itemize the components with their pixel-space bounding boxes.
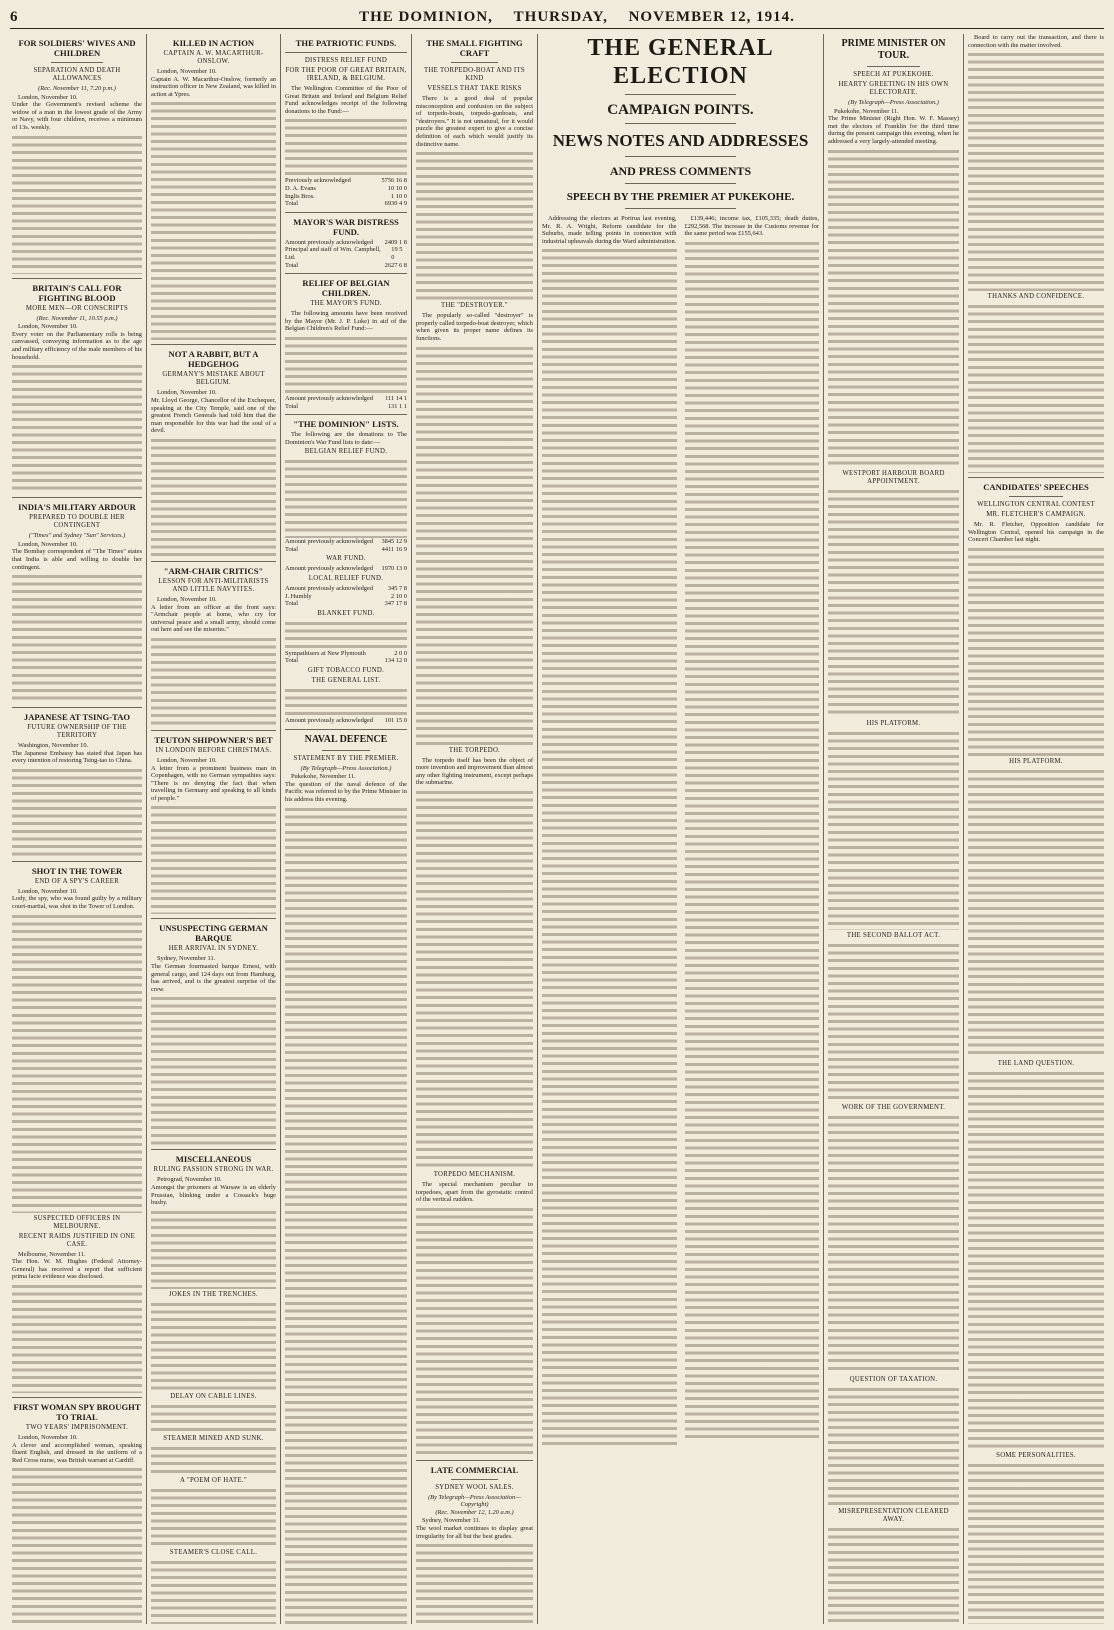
masthead: [10, 6, 1104, 29]
fund-list: [285, 177, 407, 207]
headline: RELIEF OF BELGIAN CHILDREN.: [302, 278, 390, 299]
fund-amount: 345 7 8: [387, 585, 407, 593]
fund-amount: 10 10 0: [387, 184, 407, 192]
fund-row: [285, 585, 407, 593]
fund-list: [285, 650, 407, 665]
headline: BRITAIN'S CALL FOR FIGHTING BLOOD: [32, 282, 122, 303]
fund-label: Principal and staff of Wm. Campbell, Ltd.: [285, 246, 381, 261]
fund-label: Total: [285, 545, 299, 553]
headline: "ARM-CHAIR CRITICS": [163, 565, 264, 576]
fund-row: [285, 193, 407, 201]
center-spread: THE GENERAL ELECTION CAMPAIGN POINTS. NEWS NOTES AND ADDRESSES AND PRESS COMMENTS SPEECH BY THE PREMIER AT PUKEKOHE. Addressing the electors at Porirua last evening, Mr. R. A. Wright, Reform candidate for the Suburbs, made telling points in connection with industrial upheavals during the Ward administration. £139,446; income tax, £105,335; death duties, £292,568. The increase in the Customs revenue for the same period was £155,643.: [542, 34, 819, 1624]
headline: FIRST WOMAN SPY BROUGHT TO TRIAL: [13, 1402, 141, 1423]
fund-label: Total: [285, 402, 299, 410]
fund-amount: 101 15 0: [384, 717, 407, 725]
fund-list: [285, 717, 407, 725]
fund-label: J. Humbly: [285, 592, 312, 600]
fund-row: [285, 717, 407, 725]
headline: "THE DOMINION" LISTS.: [293, 419, 399, 430]
headline: JAPANESE AT TSING-TAO: [23, 712, 131, 723]
column-rule: [963, 34, 964, 1624]
headline: THE SMALL FIGHTING CRAFT: [426, 38, 523, 58]
column-rule: [146, 34, 147, 1624]
fund-label: Amount previously acknowledged: [285, 538, 374, 546]
column-8: Board to carry out the transaction, and there is connection with the matter involved. THANKS AND CONFIDENCE. CANDIDATES' SPEECHES WELLINGTON CENTRAL CONTEST MR. FLETCHER'S CAMPAIGN. Mr. R. Fletcher, Opposition candidate for Wellington Central, opened his campaign in the Concert Chamber last night. HIS PLATFORM. THE LAND QUESTION. SOME PERSONALITIES.: [968, 34, 1104, 1624]
fund-list: [285, 585, 407, 608]
headline: FOR SOLDIERS' WIVES AND CHILDREN: [18, 38, 136, 58]
fund-amount: 2 0 0: [394, 649, 407, 657]
fund-label: Total: [285, 657, 299, 665]
fund-amount: 111 14 1: [385, 394, 407, 402]
column-2: KILLED IN ACTION CAPTAIN A. W. MACARTHUR-ONSLOW. London, November 10. Captain A. W. Macarthur-Onslow, formerly an instruction officer in New Zealand, was killed in action at Ypres. NOT A RABBIT, BUT A HEDGEHOG GERMANY'S MISTAKE ABOUT BELGIUM. London, November 10. Mr. Lloyd George, Chancellor of the Exchequer, speaking at the City Temple, said one of the greatest French Generals had told him that the man responsible for this war had the soul of a devil. "ARM-CHAIR CRITICS" LESSON FOR ANTI-MILITARISTS AND LITTLE NAVYITES. London, November 10. A letter from an officer at the front says: "Armchair people at home, who cry for universal peace and a small army, should come out here and see the miseries." TEUTON SHIPOWNER'S BET IN LONDON BEFORE CHRISTMAS. London, November 10. A letter from a prominent business man in Copenhagen, with no German sympathies says: "There is no denying the fact that when travelling in Germany and speaking to all kinds of people." UNSUSPECTING GERMAN BARQUE HER ARRIVAL IN SYDNEY. Sydney, November 11. The German fourmasted barque Ernest, with general cargo, and 124 days out from Hamburg, has arrived, and is the greatest surprise of the crew. MISCELLANEOUS RULING PASSION STRONG IN WAR. Petrograd, November 10. Amongst the prisoners at Warsaw is an elderly Prussian, blinking under a Cossack's huge busby. JOKES IN THE TRENCHES. DELAY ON CABLE LINES. STEAMER MINED AND SUNK. A "POEM OF HATE." STEAMER'S CLOSE CALL.: [151, 34, 276, 1624]
fund-row: [285, 239, 407, 247]
fund-row: [285, 593, 407, 601]
fund-amount: 131 1 1: [387, 402, 407, 410]
masthead-title: THE DOMINION, THURSDAY, NOVEMBER 12, 1914.: [359, 8, 795, 25]
fund-label: Amount previously acknowledged: [285, 717, 374, 725]
column-4: THE SMALL FIGHTING CRAFT THE TORPEDO-BOAT AND ITS KIND VESSELS THAT TAKE RISKS There is a good deal of popular misconception and confusion on the subject of torpedo-boats, torpedo-gunboats, and "destroyers." It is not unnatural, for it would puzzle the greatest expert to give a concise definition of each which would justify its distinctive name. THE "DESTROYER." The popularly so-called "destroyer" is properly called torpedo-boat destroyer, which when given its proper name defines its functions. THE TORPEDO. The torpedo itself has been the object of more invention and improvement than almost any other fighting instrument, except perhaps the submarine. TORPEDO MECHANISM. The special mechanism peculiar to torpedoes, apart from the gyrostatic control of the vertical rudders. LATE COMMERCIAL SYDNEY WOOL SALES. (By Telegraph—Press Association—Copyright) (Rec. November 12, 1.20 a.m.) Sydney, November 11. The wool market continues to display great irregularity for all but the best grades.: [416, 34, 533, 1624]
fund-amount: 347 17 8: [384, 600, 407, 608]
fund-list: [285, 565, 407, 573]
fund-row: [285, 565, 407, 573]
headline: TEUTON SHIPOWNER'S BET: [154, 734, 273, 745]
headline: MAYOR'S WAR DISTRESS FUND.: [293, 216, 399, 237]
fund-row: [285, 262, 407, 270]
fund-label: D. A. Evans: [285, 184, 316, 192]
column-1: FOR SOLDIERS' WIVES AND CHILDREN SEPARATION AND DEATH ALLOWANCES (Rec. November 11, 7.20 p.m.) London, November 10. Under the Government's revised scheme the widow of a man in the lowest grade of the Army or Navy, with four children, receives a minimum of 13s. weekly. BRITAIN'S CALL FOR FIGHTING BLOOD MORE MEN—OR CONSCRIPTS (Rec. November 11, 10.55 p.m.) London, November 10. Every voter on the Parliamentary rolls is being canvassed, conveying information as to the age and military efficiency of the male members of his household. INDIA'S MILITARY ARDOUR PREPARED TO DOUBLE HER CONTINGENT ("Times" and Sydney "Sun" Services.) London, November 10. The Bombay correspondent of "The Times" states that India is able and willing to double her contingent. JAPANESE AT TSING-TAO FUTURE OWNERSHIP OF THE TERRITORY Washington, November 10. The Japanese Embassy has stated that Japan has every intention of restoring Tsing-tao to China. SHOT IN THE TOWER END OF A SPY'S CAREER London, November 10. Lody, the spy, who was found guilty by a military court-martial, was shot in the Tower of London. SUSPECTED OFFICERS IN MELBOURNE. RECENT RAIDS JUSTIFIED IN ONE CASE. Melbourne, November 11. The Hon. W. M. Hughes (Federal Attorney-General) has received a report that sufficient prima facie evidence was disclosed. FIRST WOMAN SPY BROUGHT TO TRIAL TWO YEARS' IMPRISONMENT. London, November 10. A clever and accomplished woman, speaking fluent English, and dressed in the uniform of a Red Cross nurse, was British warrant at Cardiff.: [12, 34, 142, 1624]
headline: NAVAL DEFENCE: [304, 733, 388, 745]
fund-label: Inglis Bros.: [285, 192, 315, 200]
fund-list: [285, 395, 407, 410]
fund-label: Total: [285, 600, 299, 608]
fund-row: [285, 538, 407, 546]
headline: PRIME MINISTER ON TOUR.: [841, 38, 946, 61]
headline: MISCELLANEOUS: [175, 1154, 252, 1165]
fund-amount: 4411 16 9: [381, 545, 407, 553]
fund-row: [285, 657, 407, 665]
column-rule: [411, 34, 412, 1624]
fund-row: [285, 650, 407, 658]
headline: SHOT IN THE TOWER: [31, 865, 123, 876]
fund-amount: 2409 1 8: [384, 238, 407, 246]
fund-row: [285, 177, 407, 185]
headline: NOT A RABBIT, BUT A HEDGEHOG: [168, 349, 259, 370]
fund-amount: 19 5 0: [391, 246, 403, 261]
headline: UNSUSPECTING GERMAN BARQUE: [159, 923, 268, 944]
fund-label: Amount previously acknowledged: [285, 394, 374, 402]
fund-amount: 5756 16 8: [381, 177, 407, 185]
fund-label: Amount previously acknowledged: [285, 565, 374, 573]
fund-row: [285, 546, 407, 554]
fund-amount: 1970 13 0: [381, 565, 407, 573]
fund-row: [285, 185, 407, 193]
article-text: London, November 10. Under the Government's revised scheme the widow of a man in the lowest grade of the Army or Navy, with four children, receives a minimum of 13s. weekly.: [12, 93, 142, 131]
subheadline: SEPARATION AND DEATH ALLOWANCES: [33, 67, 121, 82]
fund-row: [285, 200, 407, 208]
page-number: 6: [10, 8, 18, 25]
fund-amount: 134 12 0: [384, 657, 407, 665]
column-rule: [823, 34, 824, 1624]
main-headline: THE GENERAL ELECTION: [587, 35, 774, 89]
fund-row: [285, 600, 407, 608]
column-rule: [280, 34, 281, 1624]
fund-amount: 2 10 0: [391, 592, 407, 600]
fund-amount: 3845 12 9: [381, 538, 407, 546]
headline: LATE COMMERCIAL: [430, 1464, 519, 1475]
fund-list: [285, 239, 407, 269]
fund-list: [285, 538, 407, 553]
fund-label: Previously acknowledged: [285, 177, 351, 185]
fund-row: [285, 395, 407, 403]
column-3: THE PATRIOTIC FUNDS. DISTRESS RELIEF FUND FOR THE POOR OF GREAT BRITAIN, IRELAND, & BELGIUM. The Wellington Committee of the Poor of Great Britain and Ireland and Belgium Relief Fund acknowledges receipt of the following donations to the Fund:— Previously acknowledged 5756 16 8 D. A. Evans 10 10 0 Inglis Bros. 1 10 0 Total 6930 4 9 MAYOR'S WAR DISTRESS FUND. Amount previously acknowledged 2409 1 8 Principal and staff of Wm. Campbell, Ltd. 19 5 0 Total 2627 6 8 RELIEF OF BELGIAN CHILDREN. THE MAYOR'S FUND. The following amounts have been received by the Mayor (Mr. J. P. Luke) in aid of the Belgian Children's Relief Fund:— Amount previously acknowledged 111 14 1 Total 131 1 1 "THE DOMINION" LISTS. The following are the donations to The Dominion's War Fund lists to date:— BELGIAN RELIEF FUND. Amount previously acknowledged 3845 12 9 Total 4411 16 9 WAR FUND. Amount previously acknowledged 1970 13 0 LOCAL RELIEF FUND. Amount previously acknowledged 345 7 8 J. Humbly 2 10 0 Total 347 17 8 BLANKET FUND. Sympathisers at New Plymouth 2 0 0 Total 134 12 0 GIFT TOBACCO FUND. THE GENERAL LIST. Amount previously acknowledged 101 15 0 NAVAL DEFENCE STATEMENT BY THE PREMIER. (By Telegraph—Press Association.) Pukekohe, November 11. The question of the naval defence of the Pacific was referred to by the Prime Minister in his address this evening.: [285, 34, 407, 1624]
fund-label: Total: [285, 200, 299, 208]
column-rule: [537, 34, 538, 1624]
headline: INDIA'S MILITARY ARDOUR: [18, 502, 136, 513]
column-7: PRIME MINISTER ON TOUR. SPEECH AT PUKEKOHE. HEARTY GREETING IN HIS OWN ELECTORATE. (By Telegraph—Press Association.) Pukekohe, November 11. The Prime Minister (Right Hon. W. F. Massey) met the electors of Franklin for the third time during the present campaign this evening, when he addressed a very largely-attended meeting. WESTPORT HARBOUR BOARD APPOINTMENT. HIS PLATFORM. THE SECOND BALLOT ACT. WORK OF THE GOVERNMENT. QUESTION OF TAXATION. MISREPRESENTATION CLEARED AWAY.: [828, 34, 959, 1624]
fund-label: Total: [285, 261, 299, 269]
headline: CANDIDATES' SPEECHES: [983, 482, 1089, 493]
fund-label: Amount previously acknowledged: [285, 585, 374, 593]
fund-amount: 1 10 0: [391, 192, 407, 200]
fund-amount: 6930 4 9: [384, 200, 407, 208]
fund-label: Sympathisers at New Plymouth: [285, 649, 366, 657]
headline: KILLED IN ACTION: [172, 38, 255, 48]
fund-label: Amount previously acknowledged: [285, 238, 374, 246]
fund-row: [285, 246, 407, 261]
fund-amount: 2627 6 8: [384, 261, 407, 269]
headline: THE PATRIOTIC FUNDS.: [295, 38, 397, 48]
fund-row: [285, 403, 407, 411]
